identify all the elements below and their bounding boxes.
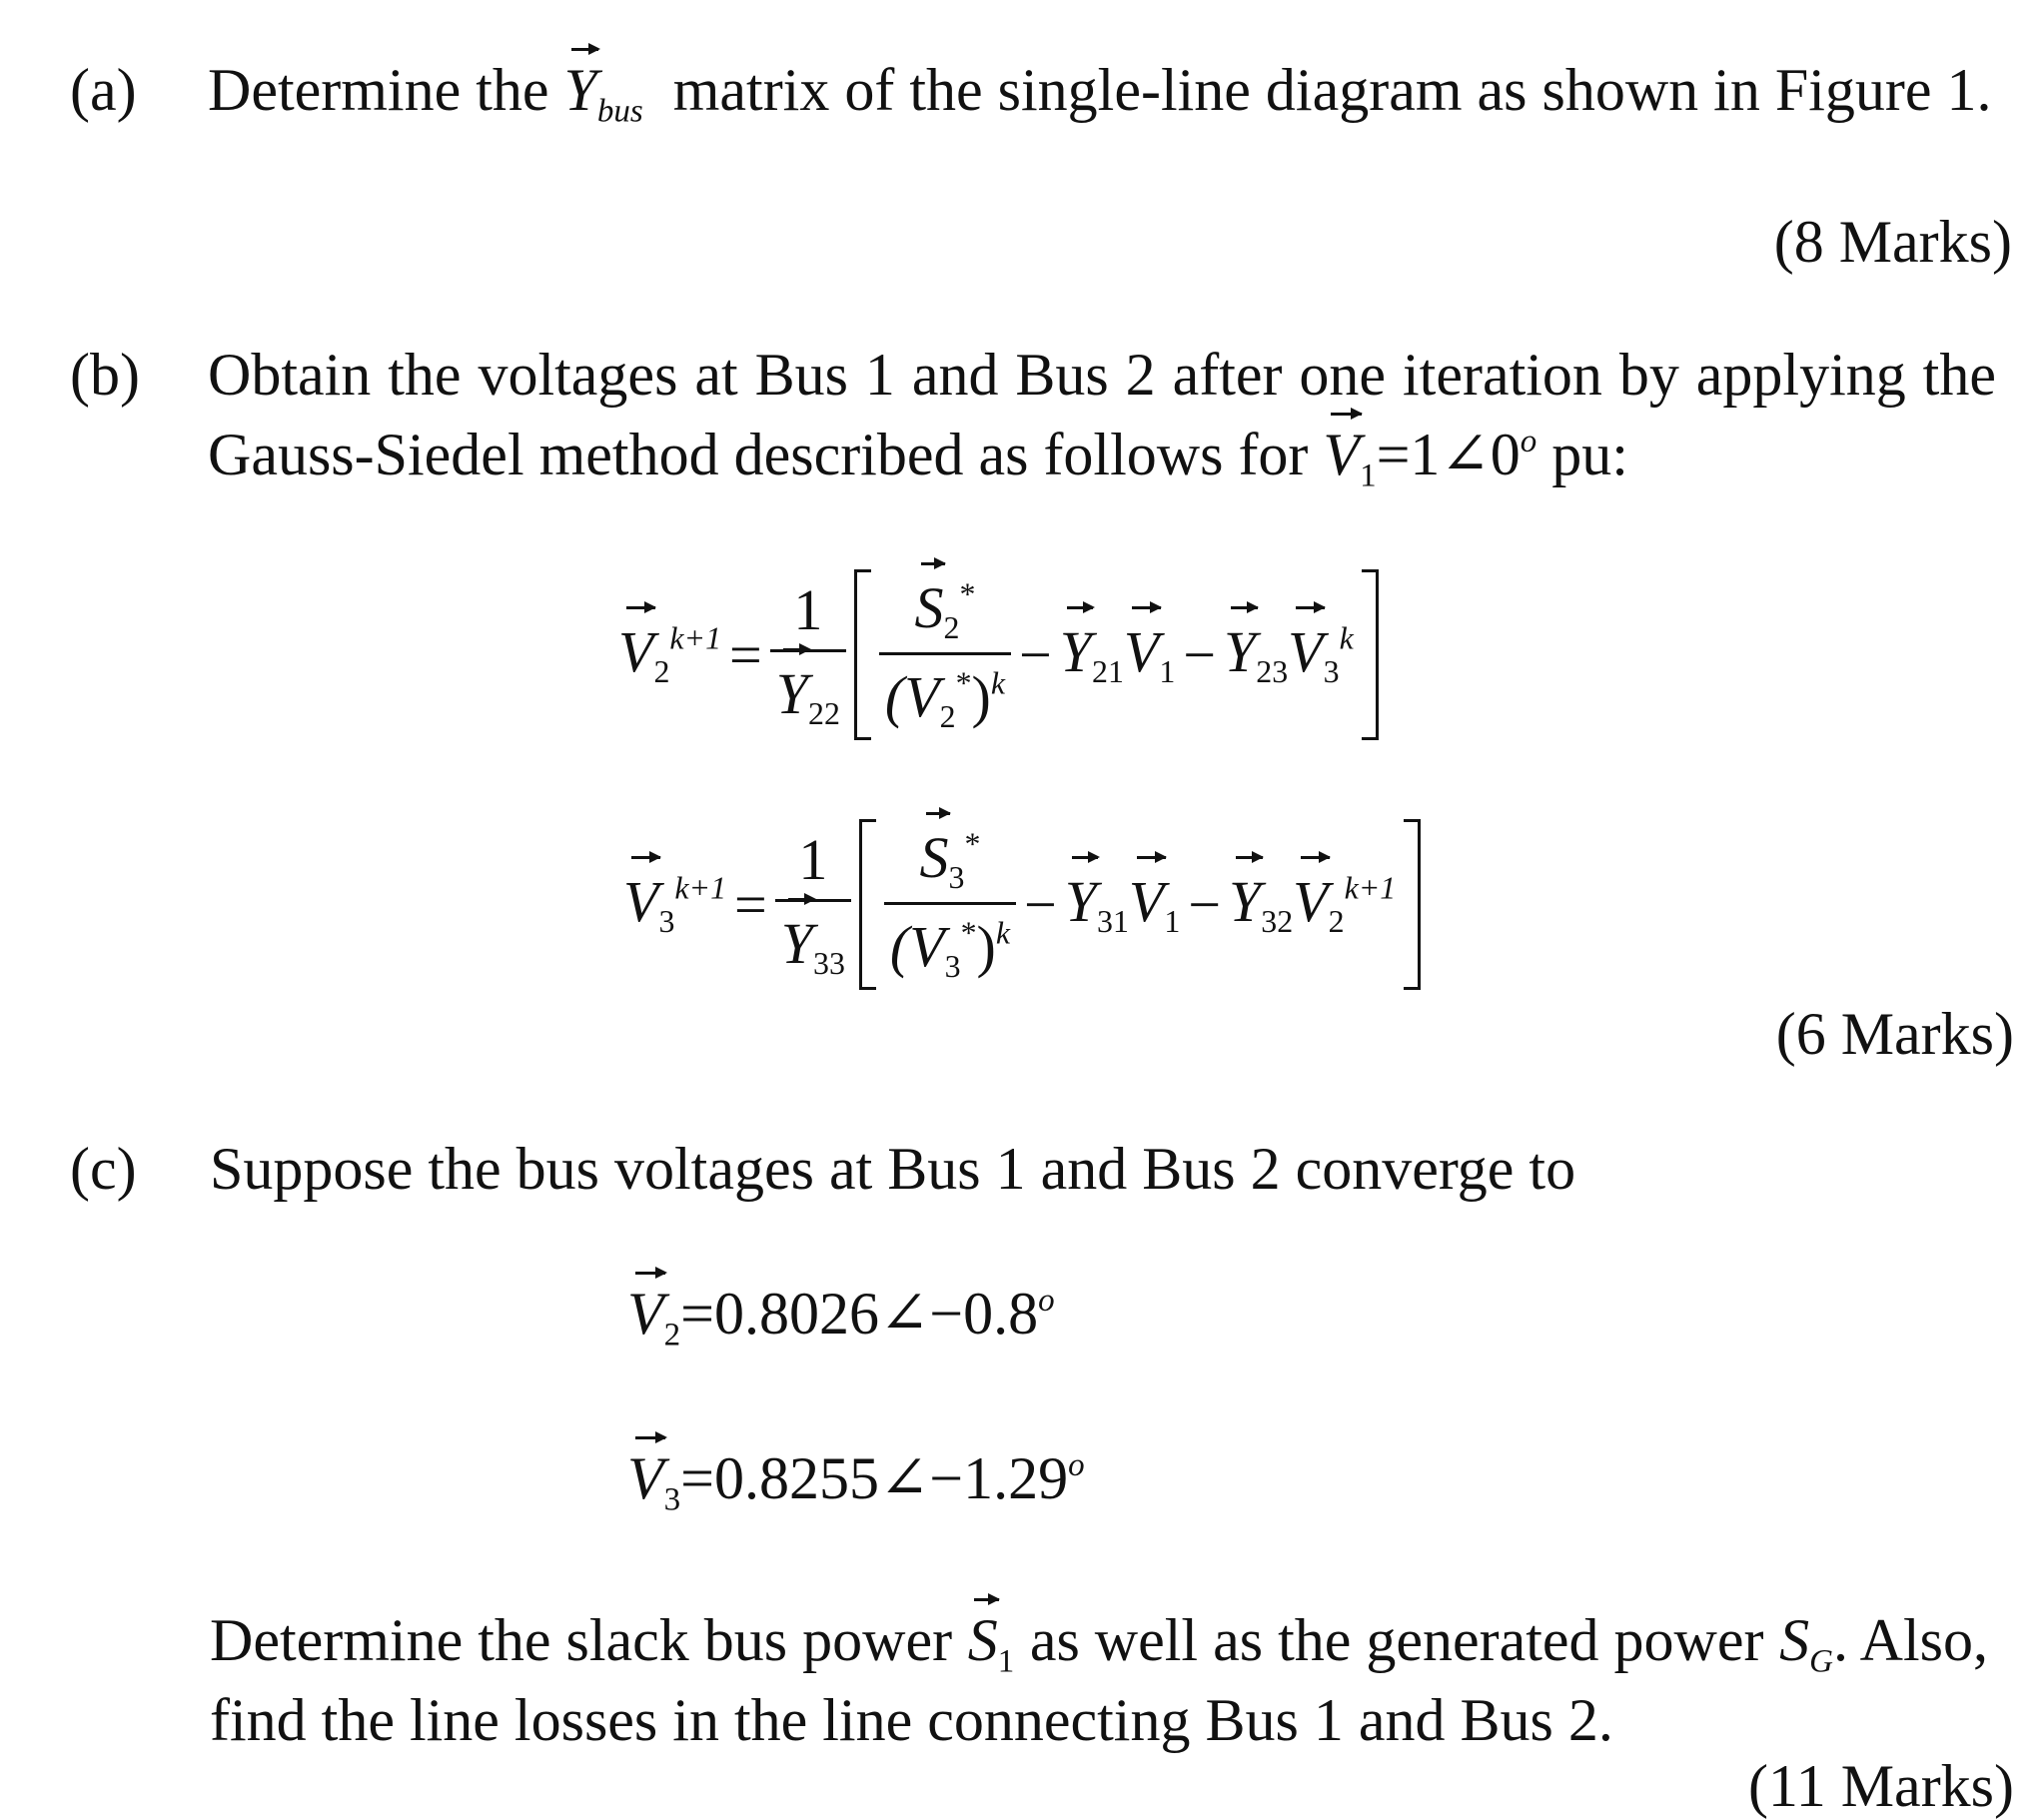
part-c-line2-after: . Also,: [1832, 1607, 1988, 1673]
part-b-line2-text: Gauss-Siedel method described as follows for: [208, 422, 1309, 487]
eq2-term2-y-sub: 32: [1261, 904, 1294, 940]
eq1-s-sup: *: [959, 576, 976, 612]
cv3-sub: 3: [663, 1481, 681, 1518]
eq2-den-sub: 3: [944, 949, 961, 985]
eq1-lhs-symbol: V: [618, 619, 654, 685]
part-c-line3: find the line losses in the line connecting Bus 1 and Bus 2.: [210, 1687, 1613, 1753]
eq1-den-star: *: [955, 665, 972, 701]
cv2-sub: 2: [663, 1317, 681, 1354]
s1-symbol: S: [967, 1607, 998, 1673]
eq2-frac-den-sub: 33: [813, 946, 845, 982]
part-b-line2: [208, 422, 1628, 494]
eq2-den-star: *: [960, 915, 977, 951]
eq1-frac-num: 1: [793, 577, 823, 643]
part-b-label: (b): [70, 342, 140, 408]
eq2-right-bracket: [1404, 819, 1421, 990]
sg-symbol: S: [1779, 1607, 1810, 1673]
eq1-term2-v-sup: k: [1339, 621, 1354, 657]
v1-subscript: 1: [1360, 457, 1377, 494]
eq1-frac-den-symbol: Y: [775, 661, 808, 727]
eq2-left-bracket: [859, 819, 876, 990]
part-c-line2-before: Determine the slack bus power: [210, 1607, 953, 1673]
eq2-lhs-symbol: V: [623, 869, 659, 935]
eq1-power-fraction: [879, 574, 1011, 735]
v1-unit: pu:: [1551, 422, 1628, 487]
sg-sub: G: [1809, 1643, 1833, 1680]
eq2-term2-v-sub: 2: [1328, 904, 1345, 940]
eq1-right-bracket: [1362, 569, 1379, 740]
v1-degree: o: [1520, 423, 1537, 459]
part-a-text-after: matrix of the single-line diagram as shown in Figure 1.: [672, 57, 1992, 123]
eq2-term2-v-sup: k+1: [1344, 871, 1397, 907]
eq2-minus-2: −: [1188, 872, 1222, 937]
eq1-term2-v-sub: 3: [1323, 654, 1340, 690]
eq1-den-sub: 2: [939, 699, 956, 735]
eq1-lhs-sup: k+1: [669, 621, 722, 657]
eq1-lhs-sub: 2: [653, 654, 670, 690]
eq2-den-pow: k: [995, 915, 1011, 951]
gauss-seidel-equation-v2: $V_2^{k+1}$ = $\frac{1}{Y_{22}}$ $\frac{S_2^*}{(V_2^*)^k}$ − $Y_{21}V_1$ − $Y_{23}V_3^k$: [614, 569, 1383, 740]
eq1-coefficient-fraction: [770, 576, 846, 732]
cv2-symbol: V: [627, 1281, 664, 1347]
part-c-label: (c): [70, 1136, 137, 1202]
eq2-term1-y-sub: 31: [1097, 904, 1129, 940]
eq2-den-open: (V: [889, 914, 945, 979]
eq1-minus-2: −: [1183, 622, 1217, 687]
eq1-den-open: (V: [884, 664, 940, 729]
part-c-line2-mid: as well as the generated power: [1029, 1607, 1764, 1673]
eq2-s-sub: 3: [948, 860, 965, 895]
eq2-lhs-sub: 3: [658, 904, 675, 940]
eq1-term2-y-sub: 23: [1256, 654, 1289, 690]
eq2-s-symbol: S: [919, 824, 949, 890]
eq2-den-close: ): [976, 914, 996, 979]
cv3-value: =0.8255∠−1.29: [680, 1445, 1069, 1511]
eq1-s-sub: 2: [943, 610, 960, 645]
eq2-minus-1: −: [1024, 872, 1057, 937]
eq1-den-pow: k: [990, 665, 1006, 701]
eq1-frac-den-sub: 22: [808, 696, 840, 732]
cv2-value: =0.8026∠−0.8: [680, 1281, 1039, 1347]
eq2-coefficient-fraction: [775, 826, 851, 982]
eq2-s-sup: *: [964, 826, 981, 862]
v1-symbol: V: [1323, 422, 1361, 487]
ybus-subscript: bus: [596, 93, 643, 130]
cv2-degree: o: [1038, 1282, 1055, 1319]
part-b-marks: (6 Marks): [1775, 1001, 2014, 1067]
eq2-frac-den-symbol: Y: [780, 911, 813, 977]
part-a-label: (a): [70, 57, 137, 123]
eq1-minus-1: −: [1019, 622, 1052, 687]
ybus-symbol: Y: [563, 57, 597, 123]
part-a-text-before: Determine the: [208, 57, 549, 123]
converged-v2: [627, 1281, 1055, 1354]
converged-v3: [627, 1445, 1085, 1518]
eq1-den-close: ): [971, 664, 991, 729]
eq1-s-symbol: S: [914, 574, 944, 640]
part-b-line1: Obtain the voltages at Bus 1 and Bus 2 after one iteration by applying the: [208, 342, 1996, 408]
part-c-marks: (11 Marks): [1747, 1753, 2014, 1819]
cv3-symbol: V: [627, 1445, 664, 1511]
eq1-left-bracket: [854, 569, 871, 740]
gauss-seidel-equation-v3: $V_3^{k+1}$ = $\frac{1}{Y_{33}}$ $\frac{S_3^*}{(V_3^*)^k}$ − $Y_{31}V_1$ − $Y_{32}V_2^{k+1}$: [619, 819, 1425, 990]
eq2-lhs-sup: k+1: [674, 871, 727, 907]
part-c-line2: [210, 1607, 1988, 1680]
part-a-marks: (8 Marks): [1773, 209, 2012, 275]
eq1-term1-y-sub: 21: [1092, 654, 1124, 690]
eq2-term1-v-sub: 1: [1164, 904, 1181, 940]
eq2-power-fraction: [884, 824, 1016, 985]
eq1-term1-v-sub: 1: [1159, 654, 1176, 690]
v1-value: =1∠0: [1376, 422, 1521, 487]
part-c-line1: Suppose the bus voltages at Bus 1 and Bus 2 converge to: [210, 1136, 1576, 1202]
part-a-question: [208, 57, 1992, 130]
eq2-frac-num: 1: [798, 827, 828, 893]
cv3-degree: o: [1068, 1446, 1085, 1483]
s1-sub: 1: [997, 1643, 1015, 1680]
